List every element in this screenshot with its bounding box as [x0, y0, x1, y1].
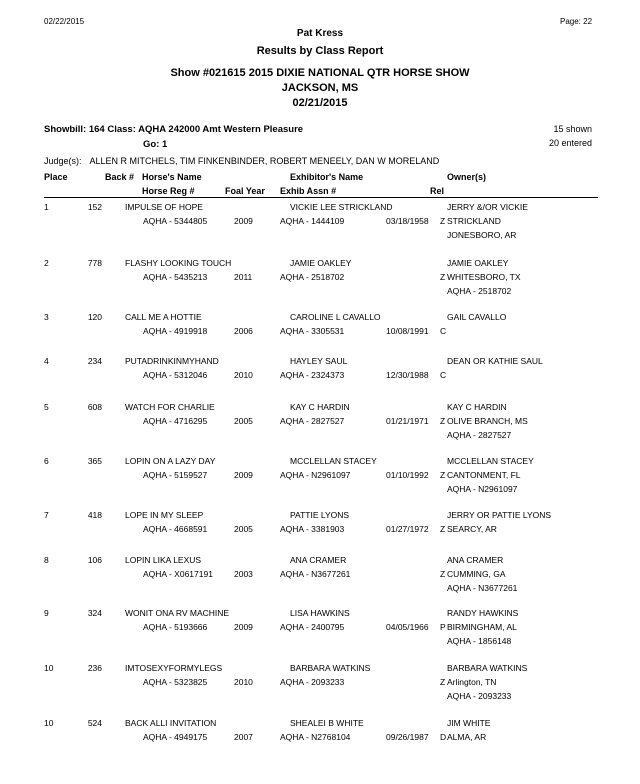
owner-line-3: AQHA - 2518702	[447, 286, 512, 296]
entered-count: 20 entered	[548, 138, 592, 148]
foal-year: 2005	[234, 524, 253, 534]
exhibitor-dob: 01/27/1972	[386, 524, 429, 534]
result-row	[0, 608, 640, 660]
relationship: Z	[440, 416, 446, 426]
exhibitor-name: MCCLELLAN STACEY	[290, 456, 377, 466]
foal-year: 2009	[234, 470, 253, 480]
col-exhibitor-name: Exhibitor's Name	[290, 172, 364, 182]
judges-line	[44, 156, 439, 166]
foal-year: 2006	[234, 326, 253, 336]
owner-line-1: ANA CRAMER	[447, 555, 504, 565]
horse-reg: AQHA - X0617191	[143, 569, 213, 579]
col-place: Place	[44, 172, 68, 182]
exhib-assn: AQHA - 2324373	[280, 370, 345, 380]
horse-name: IMPULSE OF HOPE	[125, 202, 203, 212]
exhib-assn: AQHA - 2400795	[280, 622, 345, 632]
back-number: 324	[87, 608, 102, 618]
horse-name: LOPE IN MY SLEEP	[125, 510, 204, 520]
show-date: 02/21/2015	[292, 97, 348, 109]
horse-reg: AQHA - 4949175	[143, 732, 208, 742]
col-owners: Owner(s)	[447, 172, 487, 182]
exhib-assn: AQHA - 3381903	[280, 524, 345, 534]
horse-reg: AQHA - 4716295	[143, 416, 208, 426]
col-horse-reg: Horse Reg #	[142, 186, 195, 196]
back-number: 778	[87, 258, 102, 268]
horse-reg: AQHA - 5435213	[143, 272, 208, 282]
relationship: Z	[440, 569, 446, 579]
exhibitor-dob: 10/08/1991	[386, 326, 429, 336]
result-row	[0, 555, 640, 607]
foal-year: 2007	[234, 732, 253, 742]
foal-year: 2011	[234, 272, 253, 282]
owner-line-3: AQHA - 1856148	[447, 636, 512, 646]
result-row	[0, 202, 640, 254]
exhibitor-name: BARBARA WATKINS	[290, 663, 371, 673]
foal-year: 2010	[234, 370, 253, 380]
foal-year: 2005	[234, 416, 253, 426]
exhib-assn: AQHA - 1444109	[280, 216, 345, 226]
owner-line-3: JONESBORO, AR	[447, 230, 517, 240]
back-number: 524	[87, 718, 102, 728]
owner-line-2: CANTONMENT, FL	[447, 470, 521, 480]
place: 2	[44, 258, 49, 268]
relationship: P	[440, 622, 446, 632]
place: 1	[44, 202, 49, 212]
col-rel: Rel	[430, 186, 445, 196]
owner-line-1: JERRY OR PATTIE LYONS	[447, 510, 552, 520]
place: 10	[44, 718, 54, 728]
exhibitor-name: VICKIE LEE STRICKLAND	[290, 202, 393, 212]
col-exhib-assn: Exhib Assn #	[280, 186, 337, 196]
owner-line-1: DEAN OR KATHIE SAUL	[447, 356, 543, 366]
horse-reg: AQHA - 4919918	[143, 326, 208, 336]
horse-name: WATCH FOR CHARLIE	[125, 402, 215, 412]
foal-year: 2009	[234, 216, 253, 226]
col-horse-name: Horse's Name	[142, 172, 202, 182]
exhib-assn: AQHA - 2518702	[280, 272, 345, 282]
owner-line-1: JAMIE OAKLEY	[447, 258, 509, 268]
owner-line-3: AQHA - 2827527	[447, 430, 512, 440]
exhibitor-name: CAROLINE L CAVALLO	[290, 312, 381, 322]
horse-name: IMTOSEXYFORMYLEGS	[125, 663, 223, 673]
back-number: 152	[87, 202, 102, 212]
exhib-assn: AQHA - N2768104	[280, 732, 351, 742]
exhib-assn: AQHA - N3677261	[280, 569, 351, 579]
place: 7	[44, 510, 49, 520]
report-author: Pat Kress	[296, 28, 344, 39]
horse-reg: AQHA - 4668591	[143, 524, 208, 534]
judges-names: ALLEN R MITCHELS, TIM FINKENBINDER, ROBERT MENEELY, DAN W MORELAND	[89, 156, 440, 166]
owner-line-1: RANDY HAWKINS	[447, 608, 519, 618]
back-number: 365	[87, 456, 102, 466]
owner-line-1: BARBARA WATKINS	[447, 663, 528, 673]
exhib-assn: AQHA - 3305531	[280, 326, 345, 336]
horse-name: WONIT ONA RV MACHINE	[125, 608, 230, 618]
page-number: Page: 22	[560, 17, 593, 26]
result-row	[0, 456, 640, 508]
owner-line-2: CUMMING, GA	[447, 569, 506, 579]
owner-line-3: AQHA - N2961097	[447, 484, 518, 494]
exhibitor-name: LISA HAWKINS	[290, 608, 350, 618]
exhibitor-name: PATTIE LYONS	[290, 510, 350, 520]
result-row	[0, 356, 640, 408]
owner-line-2: STRICKLAND	[447, 216, 501, 226]
horse-reg: AQHA - 5312046	[143, 370, 208, 380]
horse-name: FLASHY LOOKING TOUCH	[125, 258, 232, 268]
horse-name: CALL ME A HOTTIE	[125, 312, 202, 322]
horse-name: PUTADRINKINMYHAND	[125, 356, 219, 366]
relationship: Z	[440, 470, 446, 480]
place: 3	[44, 312, 49, 322]
exhibitor-dob: 01/21/1971	[386, 416, 429, 426]
exhibitor-dob: 03/18/1958	[386, 216, 429, 226]
place: 5	[44, 402, 49, 412]
foal-year: 2003	[234, 569, 253, 579]
place: 6	[44, 456, 49, 466]
owner-line-2: SEARCY, AR	[447, 524, 497, 534]
owner-line-1: MCCLELLAN STACEY	[447, 456, 534, 466]
exhibitor-dob: 04/05/1966	[386, 622, 429, 632]
exhibitor-name: JAMIE OAKLEY	[290, 258, 352, 268]
owner-line-2: BIRMINGHAM, AL	[447, 622, 517, 632]
relationship: Z	[440, 216, 446, 226]
owner-line-1: JIM WHITE	[447, 718, 491, 728]
show-location: JACKSON, MS	[281, 82, 359, 94]
exhib-assn: AQHA - 2093233	[280, 677, 345, 687]
owner-line-2: ALMA, AR	[447, 732, 487, 742]
owner-line-1: KAY C HARDIN	[447, 402, 507, 412]
result-row	[0, 718, 640, 770]
back-number: 234	[87, 356, 102, 366]
owner-line-3: AQHA - 2093233	[447, 691, 512, 701]
horse-reg: AQHA - 5193666	[143, 622, 208, 632]
result-row	[0, 258, 640, 310]
back-number: 608	[87, 402, 102, 412]
class-go: Go: 1	[143, 139, 168, 150]
relationship: C	[440, 326, 447, 336]
back-number: 120	[87, 312, 102, 322]
relationship: D	[440, 732, 447, 742]
relationship: Z	[440, 677, 446, 687]
relationship: Z	[440, 272, 446, 282]
result-row	[0, 663, 640, 715]
horse-name: LOPIN LIKA LEXUS	[125, 555, 202, 565]
result-row	[0, 402, 640, 454]
exhibitor-dob: 12/30/1988	[386, 370, 429, 380]
back-number: 418	[87, 510, 102, 520]
owner-line-2: Arlington, TN	[447, 677, 497, 687]
exhibitor-name: SHEALEI B WHITE	[290, 718, 364, 728]
horse-reg: AQHA - 5323825	[143, 677, 208, 687]
owner-line-2: OLIVE BRANCH, MS	[447, 416, 528, 426]
foal-year: 2009	[234, 622, 253, 632]
exhib-assn: AQHA - N2961097	[280, 470, 351, 480]
judges-label: Judge(s):	[44, 156, 82, 166]
report-date: 02/22/2015	[44, 17, 85, 26]
relationship: C	[440, 370, 447, 380]
place: 9	[44, 608, 49, 618]
exhibitor-dob: 01/10/1992	[386, 470, 429, 480]
owner-line-1: GAIL CAVALLO	[447, 312, 507, 322]
relationship: Z	[440, 524, 446, 534]
owner-line-1: JERRY &/OR VICKIE	[447, 202, 528, 212]
report-title: Results by Class Report	[256, 45, 384, 57]
back-number: 236	[87, 663, 102, 673]
col-foal-year: Foal Year	[225, 186, 265, 196]
horse-reg: AQHA - 5159527	[143, 470, 208, 480]
exhibitor-name: HAYLEY SAUL	[290, 356, 348, 366]
header-rule	[44, 197, 598, 198]
class-showbill: Showbill: 164 Class: AQHA 242000 Amt Western Pleasure	[44, 124, 304, 135]
exhibitor-dob: 09/26/1987	[386, 732, 429, 742]
owner-line-2: WHITESBORO, TX	[447, 272, 521, 282]
show-title: Show #021615 2015 DIXIE NATIONAL QTR HORSE SHOW	[170, 67, 470, 79]
place: 10	[44, 663, 54, 673]
place: 4	[44, 356, 49, 366]
back-number: 106	[87, 555, 102, 565]
col-back: Back #	[105, 172, 135, 182]
exhibitor-name: ANA CRAMER	[290, 555, 347, 565]
place: 8	[44, 555, 49, 565]
shown-count: 15 shown	[553, 124, 592, 134]
foal-year: 2010	[234, 677, 253, 687]
exhib-assn: AQHA - 2827527	[280, 416, 345, 426]
horse-reg: AQHA - 5344805	[143, 216, 208, 226]
owner-line-3: AQHA - N3677261	[447, 583, 518, 593]
horse-name: BACK ALLI INVITATION	[125, 718, 217, 728]
horse-name: LOPIN ON A LAZY DAY	[125, 456, 216, 466]
exhibitor-name: KAY C HARDIN	[290, 402, 350, 412]
